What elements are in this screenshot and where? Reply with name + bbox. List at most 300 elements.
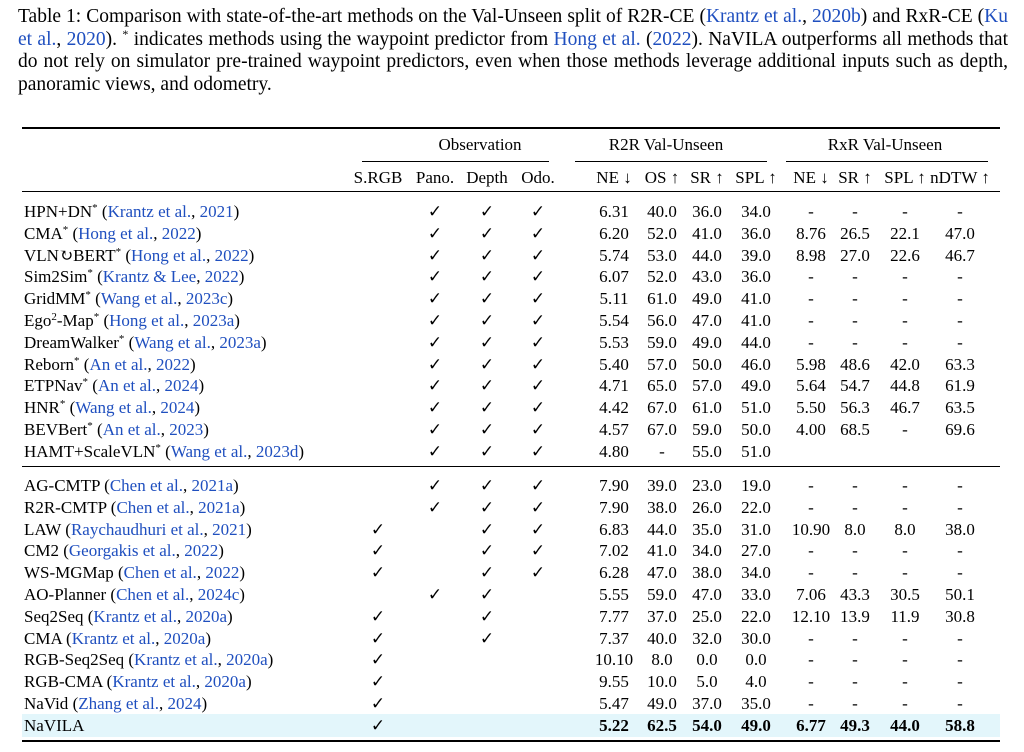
check-mark: ✓ [530,398,546,418]
method-superscript: 2 [51,311,57,323]
citation-link[interactable]: Wang et al. [170,441,248,461]
method-name: VLN↻BERT* (Hong et al., 2022) [24,245,255,265]
method-name: HAMT+ScaleVLN* (Wang et al., 2023d) [24,441,305,461]
citation-link[interactable]: Krantz et al. [71,628,156,648]
column-header-col-rxr-sr: SR ↑ [838,168,872,187]
metric-value: 4.57 [599,420,629,439]
bottom-rule [22,740,1000,742]
metric-value: 57.0 [692,376,722,396]
metric-value: 8.0 [844,519,866,539]
citation-link[interactable]: An et al. [89,354,148,374]
method-label: NaVid [24,694,69,713]
method-name: LAW (Raychaudhuri et al., 2021) [24,519,252,539]
check-mark: ✓ [479,606,495,626]
method-label: AG-CMTP [24,476,100,495]
check-mark: ✓ [427,376,443,396]
citation-year-link[interactable]: 2021a [191,476,234,495]
metric-value: - [957,311,963,330]
metric-value: 30.0 [741,628,771,648]
check-mark: ✓ [370,541,386,561]
citation-link[interactable]: 2020b [811,6,861,27]
column-header-col-r2r-sr: SR ↑ [690,168,724,187]
metric-value: 49.0 [692,289,722,309]
group-header-r2r: R2R Val-Unseen [608,135,724,154]
citation-link[interactable]: Ku et al. [18,6,1008,50]
check-mark: ✓ [370,563,386,583]
metric-value: 4.80 [599,441,629,461]
check-mark: ✓ [479,332,495,352]
metric-value: 22.0 [741,497,771,517]
column-header-col-r2r-os: OS ↑ [644,168,680,187]
citation-year-link[interactable]: 2021a [198,497,240,517]
metric-value: - [808,672,814,692]
metric-value: - [902,202,908,221]
metric-value: 41.0 [741,289,771,309]
check-mark: ✓ [427,420,443,439]
metric-value: - [902,541,908,561]
metric-value: 52.0 [647,267,677,287]
metric-value: 49.0 [647,694,677,713]
metric-value: 56.0 [647,311,677,330]
metric-value: 4.71 [599,376,629,396]
metric-value: 42.0 [890,354,920,374]
method-label: CMA [24,628,62,648]
metric-value: 47.0 [945,223,975,243]
citation-link[interactable]: Krantz et al. [93,606,177,626]
metric-value: 7.90 [599,497,629,517]
metric-value: 10.10 [594,650,634,670]
method-name: HNR* (Wang et al., 2024) [24,398,201,418]
citation-link[interactable]: An et al. [97,376,157,396]
metric-value: 5.11 [599,289,629,309]
metric-value: 30.5 [890,585,920,604]
method-name [24,715,84,736]
metric-value: - [902,628,908,648]
metric-value: - [957,332,963,352]
citation-year-link[interactable]: 2022 [204,267,239,287]
method-name: CMA* (Hong et al., 2022) [24,223,202,243]
metric-value: 34.0 [741,563,771,583]
method-name: AG-CMTP (Chen et al., 2021a) [24,476,239,495]
metric-value: 65.0 [647,376,677,396]
citation-year-link[interactable]: 2022 [205,563,240,583]
check-mark: ✓ [530,519,546,539]
check-mark: ✓ [530,354,546,374]
metric-value: 5.40 [599,354,629,374]
metric-value: 12.10 [791,606,831,626]
table-caption: Table 1: Comparison with state-of-the-art methods on the Val-Unseen split of R2R-CE (Krantz et al., 2020b) and RxR-CE (Ku et al., 2020). * indicates methods using the waypoint predictor from Hong et al. (2022). NaVILA outperforms all methods that do not rely on simulator pre-trained waypoint predictors, even when those methods leverage additional inputs such as depth, panoramic views, and odometry. [18,6,1008,95]
citation-year-link[interactable]: 2024 [160,398,195,418]
check-mark: ✓ [530,267,546,287]
check-mark: ✓ [530,441,546,461]
metric-value: - [808,311,814,330]
metric-value: - [957,672,963,692]
check-mark: ✓ [530,420,546,439]
citation-year-link[interactable]: 2020a [204,672,246,692]
metric-value: 43.0 [692,267,722,287]
group-header-observation: Observation [438,135,522,154]
metric-value: 36.0 [741,223,771,243]
metric-value: 39.0 [647,476,677,495]
metric-value: - [957,289,963,309]
observation-underline [362,161,549,162]
citation-link[interactable]: Wang et al. [100,289,178,309]
metric-value: - [852,672,858,692]
metric-value: 5.50 [796,398,826,418]
check-mark: ✓ [530,223,546,243]
method-label: AO-Planner [24,585,107,604]
check-mark: ✓ [530,245,546,265]
metric-value: - [852,289,858,309]
citation-link[interactable]: An et al. [102,420,161,439]
metric-value: - [852,202,858,221]
check-mark: ✓ [530,497,546,517]
metric-value: 41.0 [692,223,722,243]
check-mark: ✓ [530,289,546,309]
metric-value: - [852,628,858,648]
method-label: RGB-CMA [24,672,103,692]
waypoint-star-marker: * [115,245,122,258]
citation-link[interactable]: Krantz et al. [134,650,218,670]
method-name: CMA (Krantz et al., 2020a) [24,628,211,648]
metric-value: - [808,476,814,495]
metric-value: 0.0 [745,650,767,670]
metric-value: - [808,563,814,583]
metric-value: - [808,541,814,561]
metric-value: 10.90 [791,519,831,539]
metric-value: 22.6 [890,245,920,265]
metric-value: 69.6 [945,420,975,439]
metric-value: 68.5 [840,420,870,439]
waypoint-star-marker: * [118,332,125,345]
citation-link[interactable]: Hong et al. [553,28,641,50]
column-header-col-pano: Pano. [415,168,455,187]
waypoint-star-marker: * [155,441,161,454]
citation-year-link[interactable]: 2024 [164,376,199,396]
metric-value: 46.7 [890,398,920,418]
metric-value: 59.0 [692,420,722,439]
metric-value: 41.0 [647,541,677,561]
metric-value: 47.0 [647,563,677,583]
metric-value: 10.0 [647,672,677,692]
metric-value: - [902,672,908,692]
citation-year-link[interactable]: 2024c [197,585,240,604]
metric-value: - [808,332,814,352]
metric-value: 22.0 [741,606,771,626]
metric-value: - [902,420,908,439]
star-marker: * [122,26,129,41]
metric-value: - [808,202,814,221]
metric-value: 5.0 [696,672,718,692]
citation-link[interactable]: Wang et al. [75,398,152,418]
citation-link[interactable]: Zhang et al. [78,694,159,713]
group-header-rxr: RxR Val-Unseen [827,135,943,154]
metric-value: 8.0 [894,519,916,539]
method-label: NaVILA [24,715,85,735]
metric-value: 5.55 [599,585,629,604]
check-mark: ✓ [427,202,443,221]
header-rule [22,191,1000,192]
metric-value: - [902,332,908,352]
metric-value: 5.74 [599,245,629,265]
metric-value: - [957,202,963,221]
check-mark: ✓ [479,420,495,439]
metric-value: 5.22 [599,715,629,735]
metric-value: 63.5 [945,398,975,418]
citation-link[interactable]: Wang et al. [134,332,211,352]
method-label: Reborn [24,354,75,374]
method-label: Sim2Sim [24,267,88,287]
metric-value: - [957,694,963,713]
citation-link[interactable]: Hong et al. [131,245,207,265]
citation-link[interactable]: Krantz et al. [112,672,196,692]
citation-link[interactable]: Hong et al. [109,311,185,330]
waypoint-star-marker: * [62,223,69,236]
citation-year-link[interactable]: 2023a [192,311,235,330]
citation-link[interactable]: Chen et al. [123,563,197,583]
metric-value: 30.8 [945,606,975,626]
metric-value: 0.0 [696,650,718,670]
metric-value: 7.90 [599,476,629,495]
check-mark: ✓ [427,585,443,604]
metric-value: - [852,476,858,495]
citation-link[interactable]: 2020 [66,28,106,50]
check-mark: ✓ [427,311,443,330]
metric-value: - [902,650,908,670]
metric-value: 67.0 [647,420,677,439]
check-mark: ✓ [479,376,495,396]
metric-value: 46.7 [945,245,975,265]
check-mark: ✓ [370,715,386,735]
metric-value: 9.55 [599,672,629,692]
check-mark: ✓ [530,541,546,561]
citation-year-link[interactable]: 2021 [212,519,247,539]
metric-value: 55.0 [692,441,722,461]
metric-value: 58.8 [945,715,975,735]
metric-value: 11.9 [890,606,920,626]
citation-year-link[interactable]: 2020a [226,650,268,670]
method-label: CM2 [24,541,59,561]
method-label: HNR [24,398,60,418]
metric-value: 44.0 [692,245,722,265]
metric-value: - [852,497,858,517]
metric-value: - [902,267,908,287]
metric-value: - [852,541,858,561]
metric-value: 4.42 [599,398,629,418]
metric-value: 59.0 [647,332,677,352]
method-label: DreamWalker [24,332,119,352]
citation-year-link[interactable]: 2022 [184,541,219,561]
metric-value: 26.0 [692,497,722,517]
metric-value: 27.0 [840,245,870,265]
waypoint-star-marker: * [87,420,93,432]
metric-value: 6.07 [599,267,629,287]
check-mark: ✓ [427,476,443,495]
metric-value: 36.0 [741,267,771,287]
column-header-col-rxr-ndtw: nDTW ↑ [930,168,990,187]
metric-value: 48.6 [840,354,870,374]
metric-value: 5.64 [796,376,826,396]
column-header-col-depth: Depth [466,168,508,187]
waypoint-star-marker: * [74,354,80,367]
citation-year-link[interactable]: 2020a [185,606,228,626]
metric-value: 61.0 [692,398,722,418]
metric-value: - [902,289,908,309]
metric-value: 49.0 [741,715,771,735]
citation-year-link[interactable]: 2023d [255,441,299,461]
metric-value: 38.0 [945,519,975,539]
check-mark: ✓ [479,245,495,265]
waypoint-star-marker: * [87,267,93,280]
metric-value: 8.98 [796,245,826,265]
check-mark: ✓ [479,267,495,287]
method-label: R2R-CMTP [24,497,107,517]
metric-value: 33.0 [741,585,771,604]
citation-year-link[interactable]: 2021 [199,202,234,221]
check-mark: ✓ [479,398,495,418]
metric-value: - [852,650,858,670]
metric-value: - [852,311,858,330]
method-name: BEVBert* (An et al., 2023) [24,420,209,439]
metric-value: 6.77 [796,715,826,735]
check-mark: ✓ [427,289,443,309]
metric-value: 32.0 [692,628,722,648]
metric-value: - [852,563,858,583]
metric-value: 5.53 [599,332,629,352]
metric-value: - [808,694,814,713]
method-label: BEVBert [24,420,88,439]
metric-value: - [957,497,963,517]
metric-value: 46.0 [741,354,771,374]
check-mark: ✓ [427,398,443,418]
citation-link[interactable]: Krantz et al. [705,6,803,27]
metric-value: - [808,267,814,287]
metric-value: 44.0 [647,519,677,539]
check-mark: ✓ [479,541,495,561]
metric-value: 50.1 [945,585,975,604]
metric-value: 57.0 [647,354,677,374]
metric-value: 40.0 [647,202,677,221]
citation-link[interactable]: 2022 [652,28,692,50]
column-header-col-r2r-ne: NE ↓ [596,168,632,187]
metric-value: 25.0 [692,606,722,626]
citation-year-link[interactable]: 2022 [156,354,191,374]
metric-value: 37.0 [692,694,722,713]
check-mark: ✓ [479,519,495,539]
citation-year-link[interactable]: 2022 [214,245,249,265]
metric-value: 44.8 [890,376,920,396]
citation-year-link[interactable]: 2024 [167,694,202,713]
method-label: ETPNav [24,376,83,396]
citation-year-link[interactable]: 2022 [161,223,196,243]
check-mark: ✓ [427,354,443,374]
metric-value: - [902,497,908,517]
metric-value: 44.0 [741,332,771,352]
check-mark: ✓ [530,376,546,396]
metric-value: 43.3 [840,585,870,604]
method-name: CM2 (Georgakis et al., 2022) [24,541,224,561]
r2r-underline [575,161,767,162]
metric-value: - [957,541,963,561]
citation-link[interactable]: Chen et al. [116,585,190,604]
metric-value: 36.0 [692,202,722,221]
method-name: RGB-CMA (Krantz et al., 2020a) [24,672,252,692]
metric-value: 31.0 [741,519,771,539]
check-mark: ✓ [370,606,386,626]
check-mark: ✓ [530,332,546,352]
metric-value: 59.0 [647,585,677,604]
method-name: GridMM* (Wang et al., 2023c) [24,289,234,309]
citation-link[interactable]: Georgakis et al. [68,541,176,561]
metric-value: - [852,694,858,713]
method-name: RGB-Seq2Seq (Krantz et al., 2020a) [24,650,274,670]
metric-value: 5.47 [599,694,629,713]
metric-value: 47.0 [692,585,722,604]
metric-value: 54.7 [840,376,870,396]
check-mark: ✓ [479,585,495,604]
method-label: LAW [24,519,62,539]
metric-value: 53.0 [647,245,677,265]
method-label: WS-MGMap [24,563,114,583]
metric-value: 7.02 [599,541,629,561]
method-name: AO-Planner (Chen et al., 2024c) [24,585,245,604]
check-mark: ✓ [370,694,386,713]
metric-value: 7.37 [599,628,629,648]
citation-year-link[interactable]: 2023 [169,420,204,439]
metric-value: 34.0 [692,541,722,561]
metric-value: 44.0 [890,715,920,735]
metric-value: 8.0 [651,650,673,670]
metric-value: 5.98 [796,354,826,374]
check-mark: ✓ [427,332,443,352]
check-mark: ✓ [427,267,443,287]
metric-value: 23.0 [692,476,722,495]
waypoint-star-marker: * [59,398,66,411]
metric-value: - [957,650,963,670]
citation-link[interactable]: Krantz & Lee [102,267,197,287]
metric-value: 41.0 [741,311,771,330]
method-label: CMA [24,223,63,243]
method-label: HPN+DN [24,202,93,221]
metric-value: 54.0 [692,715,722,735]
rxr-underline [786,161,988,162]
check-mark: ✓ [530,476,546,495]
citation-link[interactable]: Krantz et al. [107,202,192,221]
metric-value: 38.0 [647,497,677,517]
metric-value: - [808,650,814,670]
citation-link[interactable]: Chen et al. [109,476,183,495]
metric-value: - [902,694,908,713]
metric-value: 61.0 [647,289,677,309]
citation-link[interactable]: Chen et al. [116,497,190,517]
check-mark: ✓ [370,628,386,648]
check-mark: ✓ [479,202,495,221]
metric-value: 7.77 [599,606,629,626]
metric-value: - [902,476,908,495]
citation-link[interactable]: Raychaudhuri et al. [70,519,204,539]
metric-value: 6.83 [599,519,629,539]
waypoint-star-marker: * [92,202,98,214]
citation-year-link[interactable]: 2023a [219,332,261,352]
citation-year-link[interactable]: 2020a [163,628,206,648]
method-name: Sim2Sim* (Krantz & Lee, 2022) [24,267,245,287]
citation-link[interactable]: Hong et al. [78,223,154,243]
metric-value: 34.0 [741,202,771,221]
citation-year-link[interactable]: 2023c [185,289,228,309]
check-mark: ✓ [479,628,495,648]
metric-value: 56.3 [840,398,870,418]
method-label-suffix: -Map [56,311,94,330]
